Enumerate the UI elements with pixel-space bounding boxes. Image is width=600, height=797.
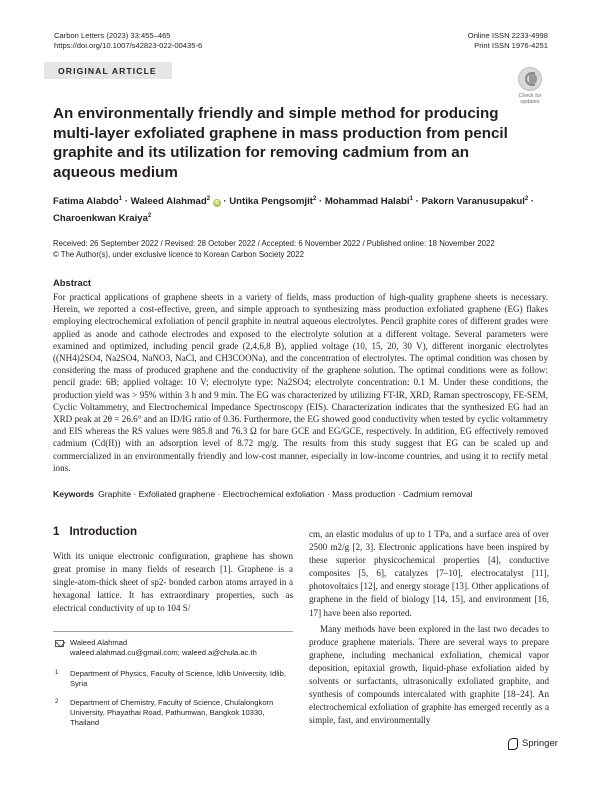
affiliation-2: Department of Chemistry, Faculty of Science, Chulalongkorn University, Phayathai Road, Pathumwan, Bangkok 10330, Thailand: [70, 698, 274, 727]
issn-block: [468, 31, 548, 51]
affiliation-number: 1: [55, 670, 59, 676]
article-type-label: ORIGINAL ARTICLE: [58, 66, 157, 76]
section-title: Introduction: [69, 525, 138, 538]
history-dates: Received: 26 September 2022 / Revised: 28 October 2022 / Accepted: 6 November 2022 / Published online: 18 November 2022: [53, 239, 495, 248]
print-issn: Print ISSN 1976-4251: [474, 41, 548, 50]
journal-header: [54, 31, 202, 51]
author-name[interactable]: Mohammad Halabi: [324, 196, 410, 208]
publication-dates: [53, 238, 495, 260]
corresponding-author: Waleed Alahmad: [70, 638, 128, 647]
paragraph: Many methods have been explored in the last two decades to produce graphene materials. There are several ways to prepare graphene, including mechanical exfoliation, chemical vapor deposition, epitaxial growth, liquid-phase exfoliation aided by solvents or surfactants, ultrasonically exfoliated graphite, and synthesis of compounds intercalated with graphite [18–24]. An electrochemical exfoliation of graphite has emerged recently as a simple, fast, and environmentally: [309, 623, 549, 726]
author-name[interactable]: Untika Pengsomjit: [229, 196, 313, 208]
check-for-updates-icon: [518, 67, 542, 91]
online-issn: Online ISSN 2233-4998: [467, 31, 548, 40]
author-name[interactable]: Waleed Alahmad: [130, 196, 207, 208]
affiliation-1: Department of Physics, Faculty of Science, Idlib University, Idlib, Syria: [70, 669, 286, 688]
check-for-updates-text: Check for updates: [518, 93, 542, 105]
check-for-updates-badge[interactable]: [512, 67, 548, 103]
springer-horse-icon: [507, 738, 518, 749]
author-name[interactable]: Charoenkwan Kraiya: [53, 213, 148, 225]
author-list: Fatima Alabdo$^1$ · Waleed Alahmad$^2$ iD · Untika Pengsomjit$^2$ · Mohammad Halabi$^1$ · Pakorn Varanusupakul$^2$ · Charoenkwan Kraiya$^2$: [53, 196, 535, 225]
copyright-line: © The Author(s), under exclusive licence to Korean Carbon Society 2022: [53, 250, 304, 259]
publisher-name: Springer: [522, 738, 558, 749]
intro-column-right: [309, 528, 549, 727]
journal-citation: Carbon Letters (2023) 33:455–465: [54, 31, 171, 40]
author-name[interactable]: Pakorn Varanusupakul: [421, 196, 525, 208]
section-number: 1: [53, 525, 60, 538]
keywords: [53, 489, 548, 500]
publisher-logo: [507, 738, 558, 749]
keywords-label: Keywords: [53, 489, 95, 499]
section-heading: [53, 525, 137, 538]
author-name[interactable]: Fatima Alabdo: [53, 196, 119, 208]
doi-link[interactable]: https://doi.org/10.1007/s42823-022-00435-6: [54, 41, 203, 50]
paragraph: cm, an elastic modulus of up to 1 TPa, and a surface area of over 2500 m2/g [2, 3]. Electronic applications have been inspired by these superior physicochemical properties [4], conductive composites [5, 6], catalyzes [7–10], electrocatalyst [11], photovoltaics [12], and energy storage [13]. Other applications of graphene in the field of biology [14, 15], and environment [16, 17] have been also reported.: [309, 529, 549, 618]
abstract-text: For practical applications of graphene sheets in a variety of fields, mass production of high-quality graphene sheets is necessary. Herein, we reported a cost-effective, green, and simple approach to synthesizing mass production exfoliated graphene (EG) flakes employing electrochemical exfoliation of pencil graphite in neutral aqueous electrolytes. Pencil graphite cores of different grades were applied as anode and cathode electrodes and exposed to the electrolyte solution at a different voltage. Several parameters were examined and optimized, including pencil grade (2,4,6,8 B), applied voltage (10, 15, 20, 30 V), different inorganic electrolytes ((NH4)2SO4, Na2SO4, NaNO3, NaCl, and CH3COONa), and the concentration of electrolytes. The optimal condition was chosen by considering the mass of produced graphene and the conductivity of the graphene solution. The optimal conditions were as follow: pencil grade: 6B; applied voltage: 10 V; electrolyte type: Na2SO4; electrolyte concentration: 0.1 M. Under these conditions, the production yield was > 95% within 3 h and 9 min. The EG was characterized by utilizing FT-IR, XRD, Raman spectroscopy, FE-SEM, Cyclic Voltammetry, and Electrochemical Impedance Spectroscopy (EIS). Characterization indicates that the synthesized EG had an XRD peak at 2θ = 26.6° and an ID/IG ratio of 0.36. Furthermore, the EG showed good conductivity when tested by cyclic voltammetry and EIS whereas the RS values were 985.8 and 76.3 Ω for bare GCE and EG/GCE, respectively. In addition, EG effectively removed cadmium (Cd(II)) with an adsorption level of 8.72 mg/g. The results from this study suggest that EG can be scaled up and commercialized in an environmentally friendly and low-cost manner, especially in low-income countries, and using it to rectify metal ions.: [53, 292, 548, 473]
affiliation-number: 2: [55, 699, 59, 705]
article-title: An environmentally friendly and simple method for producing multi-layer exfoliated graphene in mass production from pencil graphite and its utilization for removing cadmium from an aqueous medium: [53, 105, 508, 181]
intro-column-left: With its unique electronic configuration, graphene has shown great promise in many fields of research [1]. Graphene is a single-atom-thick sheet of sp2- bonded carbon atoms arrayed in a hexagonal lattice. It has extraordinary properties, such as electrical conductivity of up to 104 S/: [53, 551, 293, 614]
abstract-heading: Abstract: [53, 277, 92, 288]
corresponding-email[interactable]: waleed.alahmad.cu@gmail.com; waleed.a@chula.ac.th: [70, 648, 257, 657]
orcid-icon[interactable]: iD: [214, 200, 220, 207]
footnote-divider: [53, 631, 293, 632]
envelope-icon: [55, 640, 64, 647]
keywords-list: Graphite · Exfoliated graphene · Electrochemical exfoliation · Mass production · Cadmium removal: [98, 489, 473, 499]
